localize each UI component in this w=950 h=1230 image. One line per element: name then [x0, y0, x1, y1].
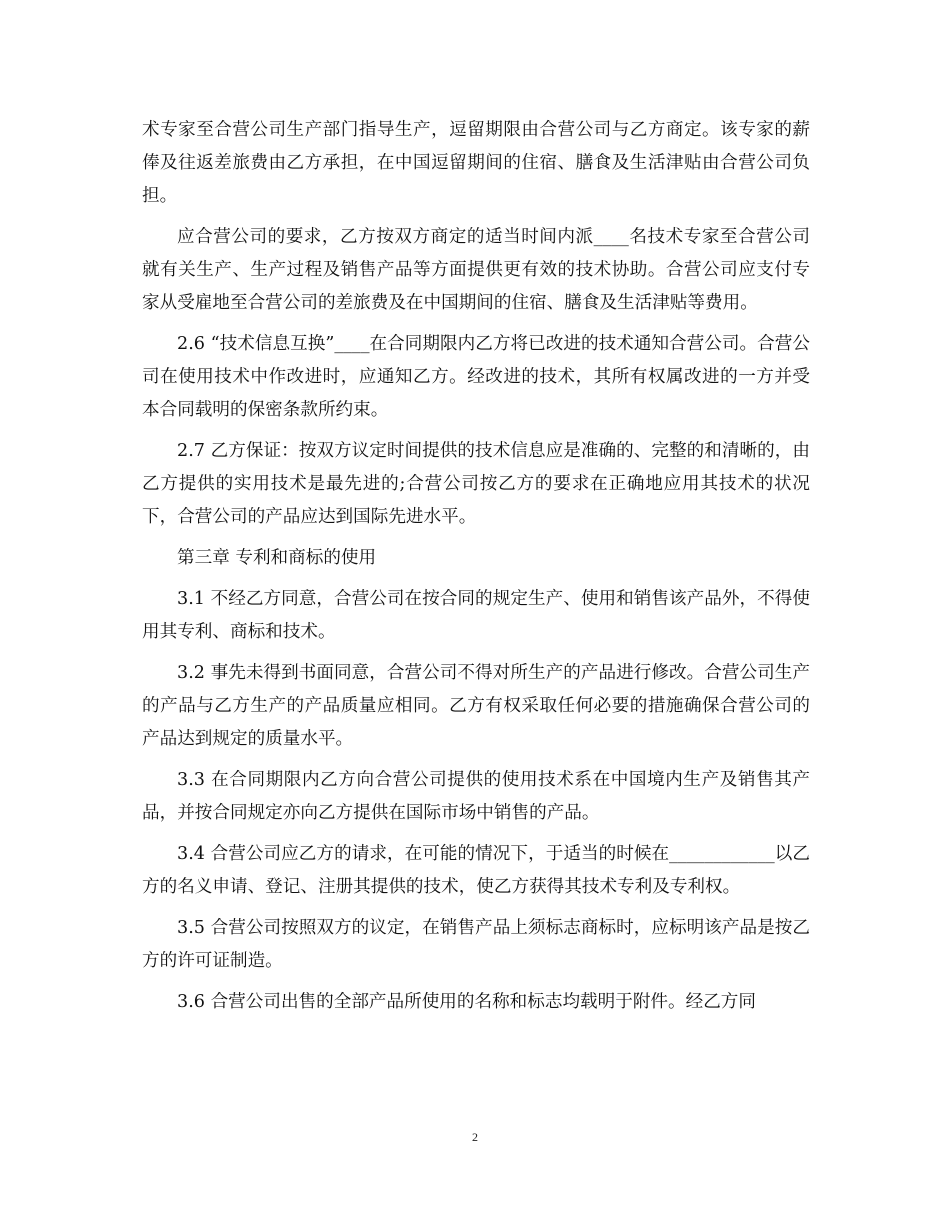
paragraph-technical-assistance: 应合营公司的要求，乙方按双方商定的适当时间内派____名技术专家至合营公司就有关生产、生产过程及销售产品等方面提供更有效的技术协助。合营公司应支付专家从受雇地至合营公司的差旅费及在中国期间的住宿、膳食及生活津贴等费用。	[142, 227, 810, 313]
page-number: 2	[472, 1130, 478, 1144]
paragraph-clause-3-3: 3.3 在合同期限内乙方向合营公司提供的使用技术系在中国境内生产及销售其产品，并按合同规定亦向乙方提供在国际市场中销售的产品。	[142, 770, 810, 823]
paragraph-clause-2-7: 2.7 乙方保证：按双方议定时间提供的技术信息应是准确的、完整的和清晰的，由乙方提供的实用技术是最先进的;合营公司按乙方的要求在正确地应用其技术的状况下，合营公司的产品应达到国际先进水平。	[142, 441, 810, 527]
document-body	[142, 114, 810, 1027]
paragraph-clause-3-5: 3.5 合营公司按照双方的议定，在销售产品上须标志商标时，应标明该产品是按乙方的许可证制造。	[142, 918, 810, 971]
paragraph-clause-3-2: 3.2 事先未得到书面同意，合营公司不得对所生产的产品进行修改。合营公司生产的产品与乙方生产的产品质量应相同。乙方有权采取任何必要的措施确保合营公司的产品达到规定的质量水平。	[142, 663, 810, 749]
paragraph-clause-3-1: 3.1 不经乙方同意，合营公司在按合同的规定生产、使用和销售该产品外，不得使用其专利、商标和技术。	[142, 589, 810, 642]
chapter-heading-3: 第三章 专利和商标的使用	[177, 548, 377, 568]
paragraph-clause-3-4: 3.4 合营公司应乙方的请求，在可能的情况下，于适当的时候在____________以乙方的名义申请、登记、注册其提供的技术，使乙方获得其技术专利及专利权。	[142, 844, 810, 897]
paragraph-clause-2-6: 2.6 “技术信息互换”____在合同期限内乙方将已改进的技术通知合营公司。合营公司在使用技术中作改进时，应通知乙方。经改进的技术，其所有权属改进的一方并受本合同载明的保密条款所约束。	[142, 334, 810, 420]
paragraph-expert-stay: 术专家至合营公司生产部门指导生产，逗留期限由合营公司与乙方商定。该专家的薪俸及往返差旅费由乙方承担，在中国逗留期间的住宿、膳食及生活津贴由合营公司负担。	[142, 120, 810, 206]
paragraph-clause-3-6: 3.6 合营公司出售的全部产品所使用的名称和标志均载明于附件。经乙方同	[177, 992, 756, 1012]
